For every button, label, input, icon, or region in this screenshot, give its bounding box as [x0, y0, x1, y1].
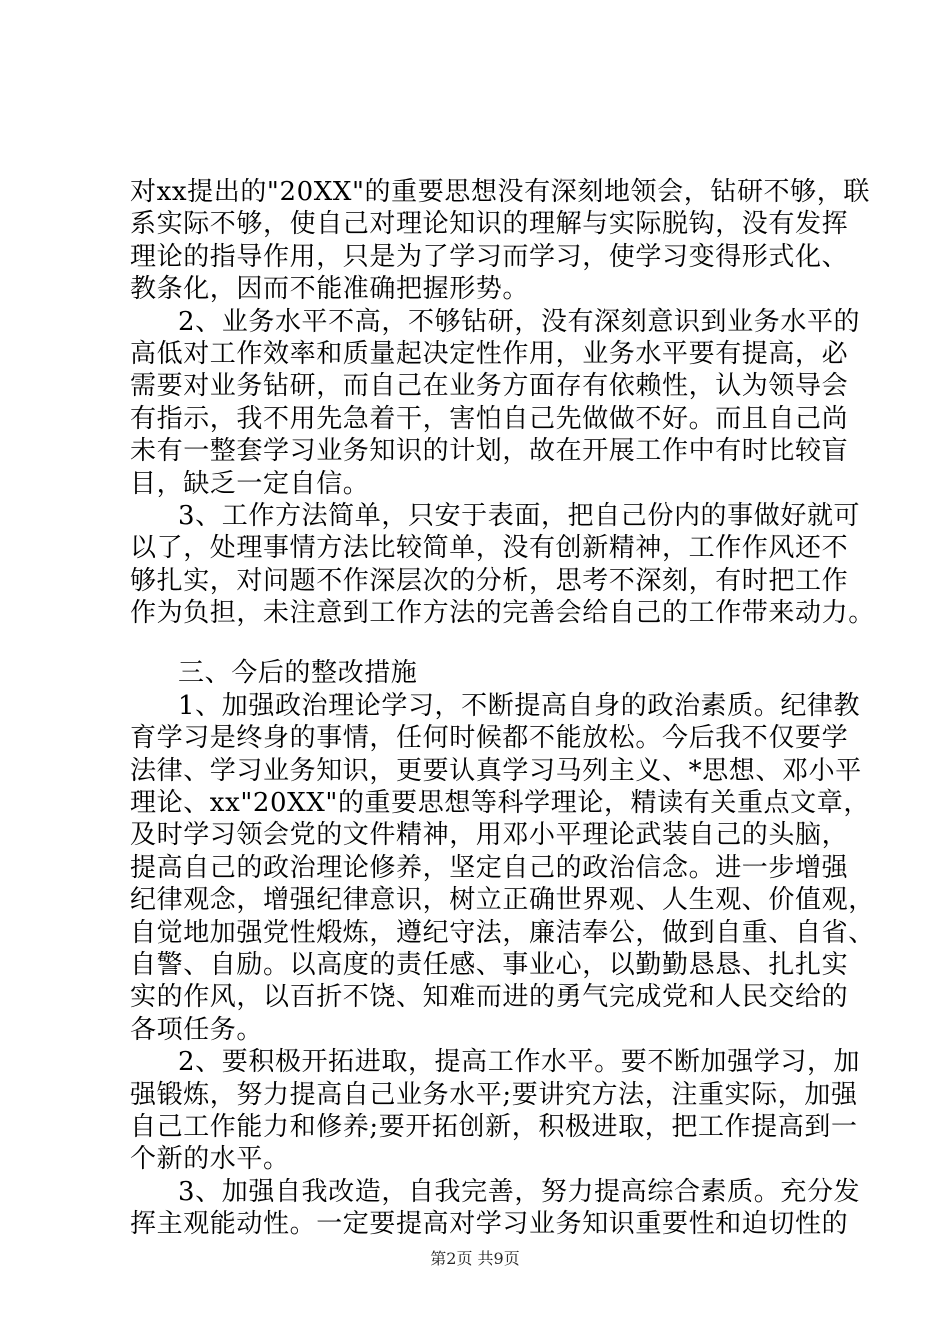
text-line: 各项任务。 — [130, 1014, 264, 1045]
section-weaknesses — [130, 176, 875, 629]
text-line: 自觉地加强党性煅炼，遵纪守法，廉洁奉公，做到自重、自省、 — [130, 917, 875, 948]
text-line: 育学习是终身的事情，任何时候都不能放松。今后我不仅要学 — [130, 723, 849, 754]
text-line: 自己工作能力和修养;要开拓创新，积极进取，把工作提高到一 — [130, 1111, 858, 1142]
text-line: 教条化，因而不能准确把握形势。 — [130, 274, 530, 305]
text-line: 个新的水平。 — [130, 1144, 290, 1175]
text-line: 及时学习领会党的文件精神，用邓小平理论武装自己的头脑， — [130, 820, 849, 851]
text-line: 对xx提出的"20XX"的重要思想没有深刻地领会，钻研不够，联 — [130, 177, 870, 207]
text-line: 实的作风，以百折不饶、知难而进的勇气完成党和人民交给的 — [130, 982, 849, 1013]
text-line: 理论的指导作用，只是为了学习而学习，使学习变得形式化、 — [130, 241, 849, 272]
text-line: 目，缺乏一定自信。 — [130, 468, 370, 499]
text-line: 挥主观能动性。一定要提高对学习业务知识重要性和迫切性的 — [130, 1209, 849, 1240]
text-line: 高低对工作效率和质量起决定性作用，业务水平要有提高，必 — [130, 338, 849, 369]
document-page — [130, 176, 875, 1241]
section-heading: 三、今后的整改措施 — [178, 658, 418, 689]
text-line: 系实际不够，使自己对理论知识的理解与实际脱钩，没有发挥 — [130, 209, 849, 240]
text-line: 自警、自励。以高度的责任感、事业心，以勤勤恳恳、扎扎实 — [130, 949, 849, 980]
text-line: 法律、学习业务知识，更要认真学习马列主义、*思想、邓小平 — [130, 755, 862, 786]
text-line: 理论、xx"20XX"的重要思想等科学理论，精读有关重点文章， — [130, 788, 870, 819]
text-line: 够扎实，对问题不作深层次的分析，思考不深刻，有时把工作 — [130, 565, 849, 596]
page-number-footer: 第2页 共9页 — [430, 1249, 520, 1268]
text-line: 强锻炼，努力提高自己业务水平;要讲究方法，注重实际，加强 — [130, 1079, 858, 1110]
text-line: 2、业务水平不高，不够钻研，没有深刻意识到业务水平的 — [178, 306, 861, 337]
text-line: 需要对业务钻研，而自己在业务方面存有依赖性，认为领导会 — [130, 371, 849, 402]
section-gap — [130, 629, 830, 657]
text-line: 以了，处理事情方法比较简单，没有创新精神，工作作风还不 — [130, 533, 849, 564]
section-measures — [130, 657, 875, 1240]
text-line: 作为负担，未注意到工作方法的完善会给自己的工作带来动力。 — [130, 598, 875, 629]
text-line: 有指示，我不用先急着干，害怕自己先做做不好。而且自己尚 — [130, 403, 849, 434]
text-line: 未有一整套学习业务知识的计划，故在开展工作中有时比较盲 — [130, 436, 849, 467]
text-line: 2、要积极开拓进取，提高工作水平。要不断加强学习，加 — [178, 1047, 861, 1078]
text-line: 3、工作方法简单，只安于表面，把自己份内的事做好就可 — [178, 500, 861, 531]
text-line: 1、加强政治理论学习，不断提高自身的政治素质。纪律教 — [178, 690, 861, 721]
text-line: 提高自己的政治理论修养，坚定自己的政治信念。进一步增强 — [130, 852, 849, 883]
text-line: 3、加强自我改造，自我完善，努力提高综合素质。充分发 — [178, 1176, 861, 1207]
text-line: 纪律观念，增强纪律意识，树立正确世界观、人生观、价值观， — [130, 885, 875, 916]
